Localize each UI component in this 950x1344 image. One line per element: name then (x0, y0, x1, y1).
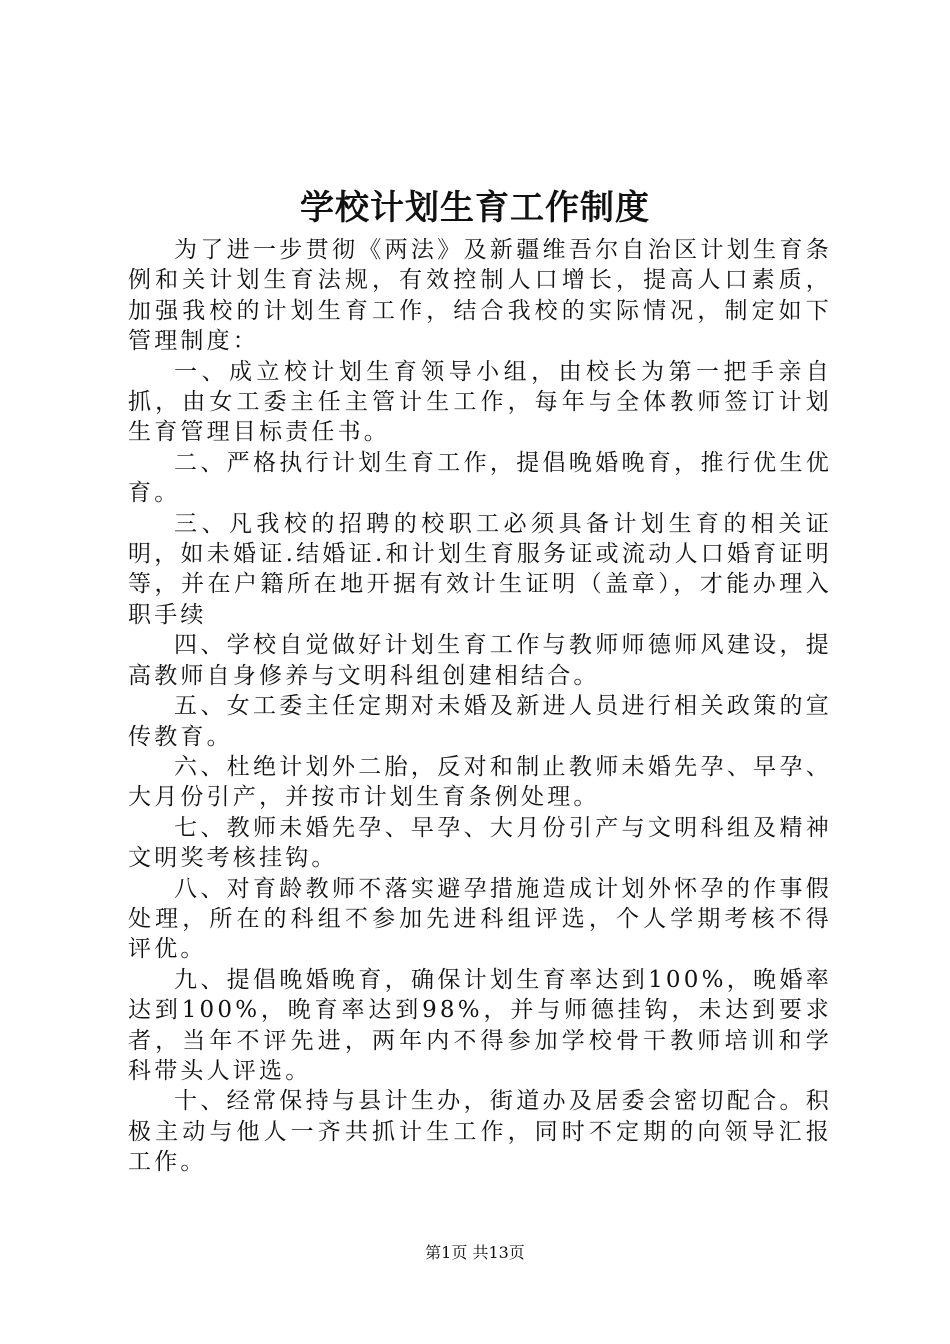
paragraph-item-2: 二、严格执行计划生育工作，提倡晚婚晚育，推行优生优育。 (128, 449, 832, 507)
paragraph-item-1: 一、成立校计划生育领导小组，由校长为第一把手亲自抓，由女工委主任主管计生工作，每年与全体教师签订计划生育管理目标责任书。 (128, 358, 832, 446)
paragraph-item-9: 九、提倡晚婚晚育，确保计划生育率达到100%，晚婚率达到100%，晚育率达到98%，并与师德挂钩，未达到要求者，当年不评先进，两年内不得参加学校骨干教师培训和学科带头人评选。 (128, 966, 832, 1084)
paragraph-item-4: 四、学校自觉做好计划生育工作与教师师德师风建设，提高教师自身修养与文明科组创建相结合。 (128, 632, 832, 689)
paragraph-item-8: 八、对育龄教师不落实避孕措施造成计划外怀孕的作事假处理，所在的科组不参加先进科组评选，个人学期考核不得评优。 (128, 875, 832, 963)
paragraph-intro: 为了进一步贯彻《两法》及新疆维吾尔自治区计划生育条例和关计划生育法规，有效控制人口增长，提高人口素质，加强我校的计划生育工作，结合我校的实际情况，制定如下管理制度： (128, 237, 832, 355)
paragraph-item-5: 五、女工委主任定期对未婚及新进人员进行相关政策的宣传教育。 (128, 693, 832, 750)
paragraph-item-7: 七、教师未婚先孕、早孕、大月份引产与文明科组及精神文明奖考核挂钩。 (128, 814, 832, 872)
paragraph-item-6: 六、杜绝计划外二胎，反对和制止教师未婚先孕、早孕、大月份引产，并按市计划生育条例处理。 (128, 753, 832, 811)
paragraph-item-3: 三、凡我校的招聘的校职工必须具备计划生育的相关证明，如未婚证.结婚证.和计划生育服务证或流动人口婚育证明等，并在户籍所在地开据有效计生证明（盖章），才能办理入职手续 (128, 510, 832, 628)
paragraph-item-10: 十、经常保持与县计生办，街道办及居委会密切配合。积极主动与他人一齐共抓计生工作，同时不定期的向领导汇报工作。 (128, 1088, 832, 1176)
page-footer: 第1页 共13页 (425, 1243, 525, 1262)
document-title: 学校计划生育工作制度 (300, 188, 650, 228)
document-body (128, 235, 832, 1178)
